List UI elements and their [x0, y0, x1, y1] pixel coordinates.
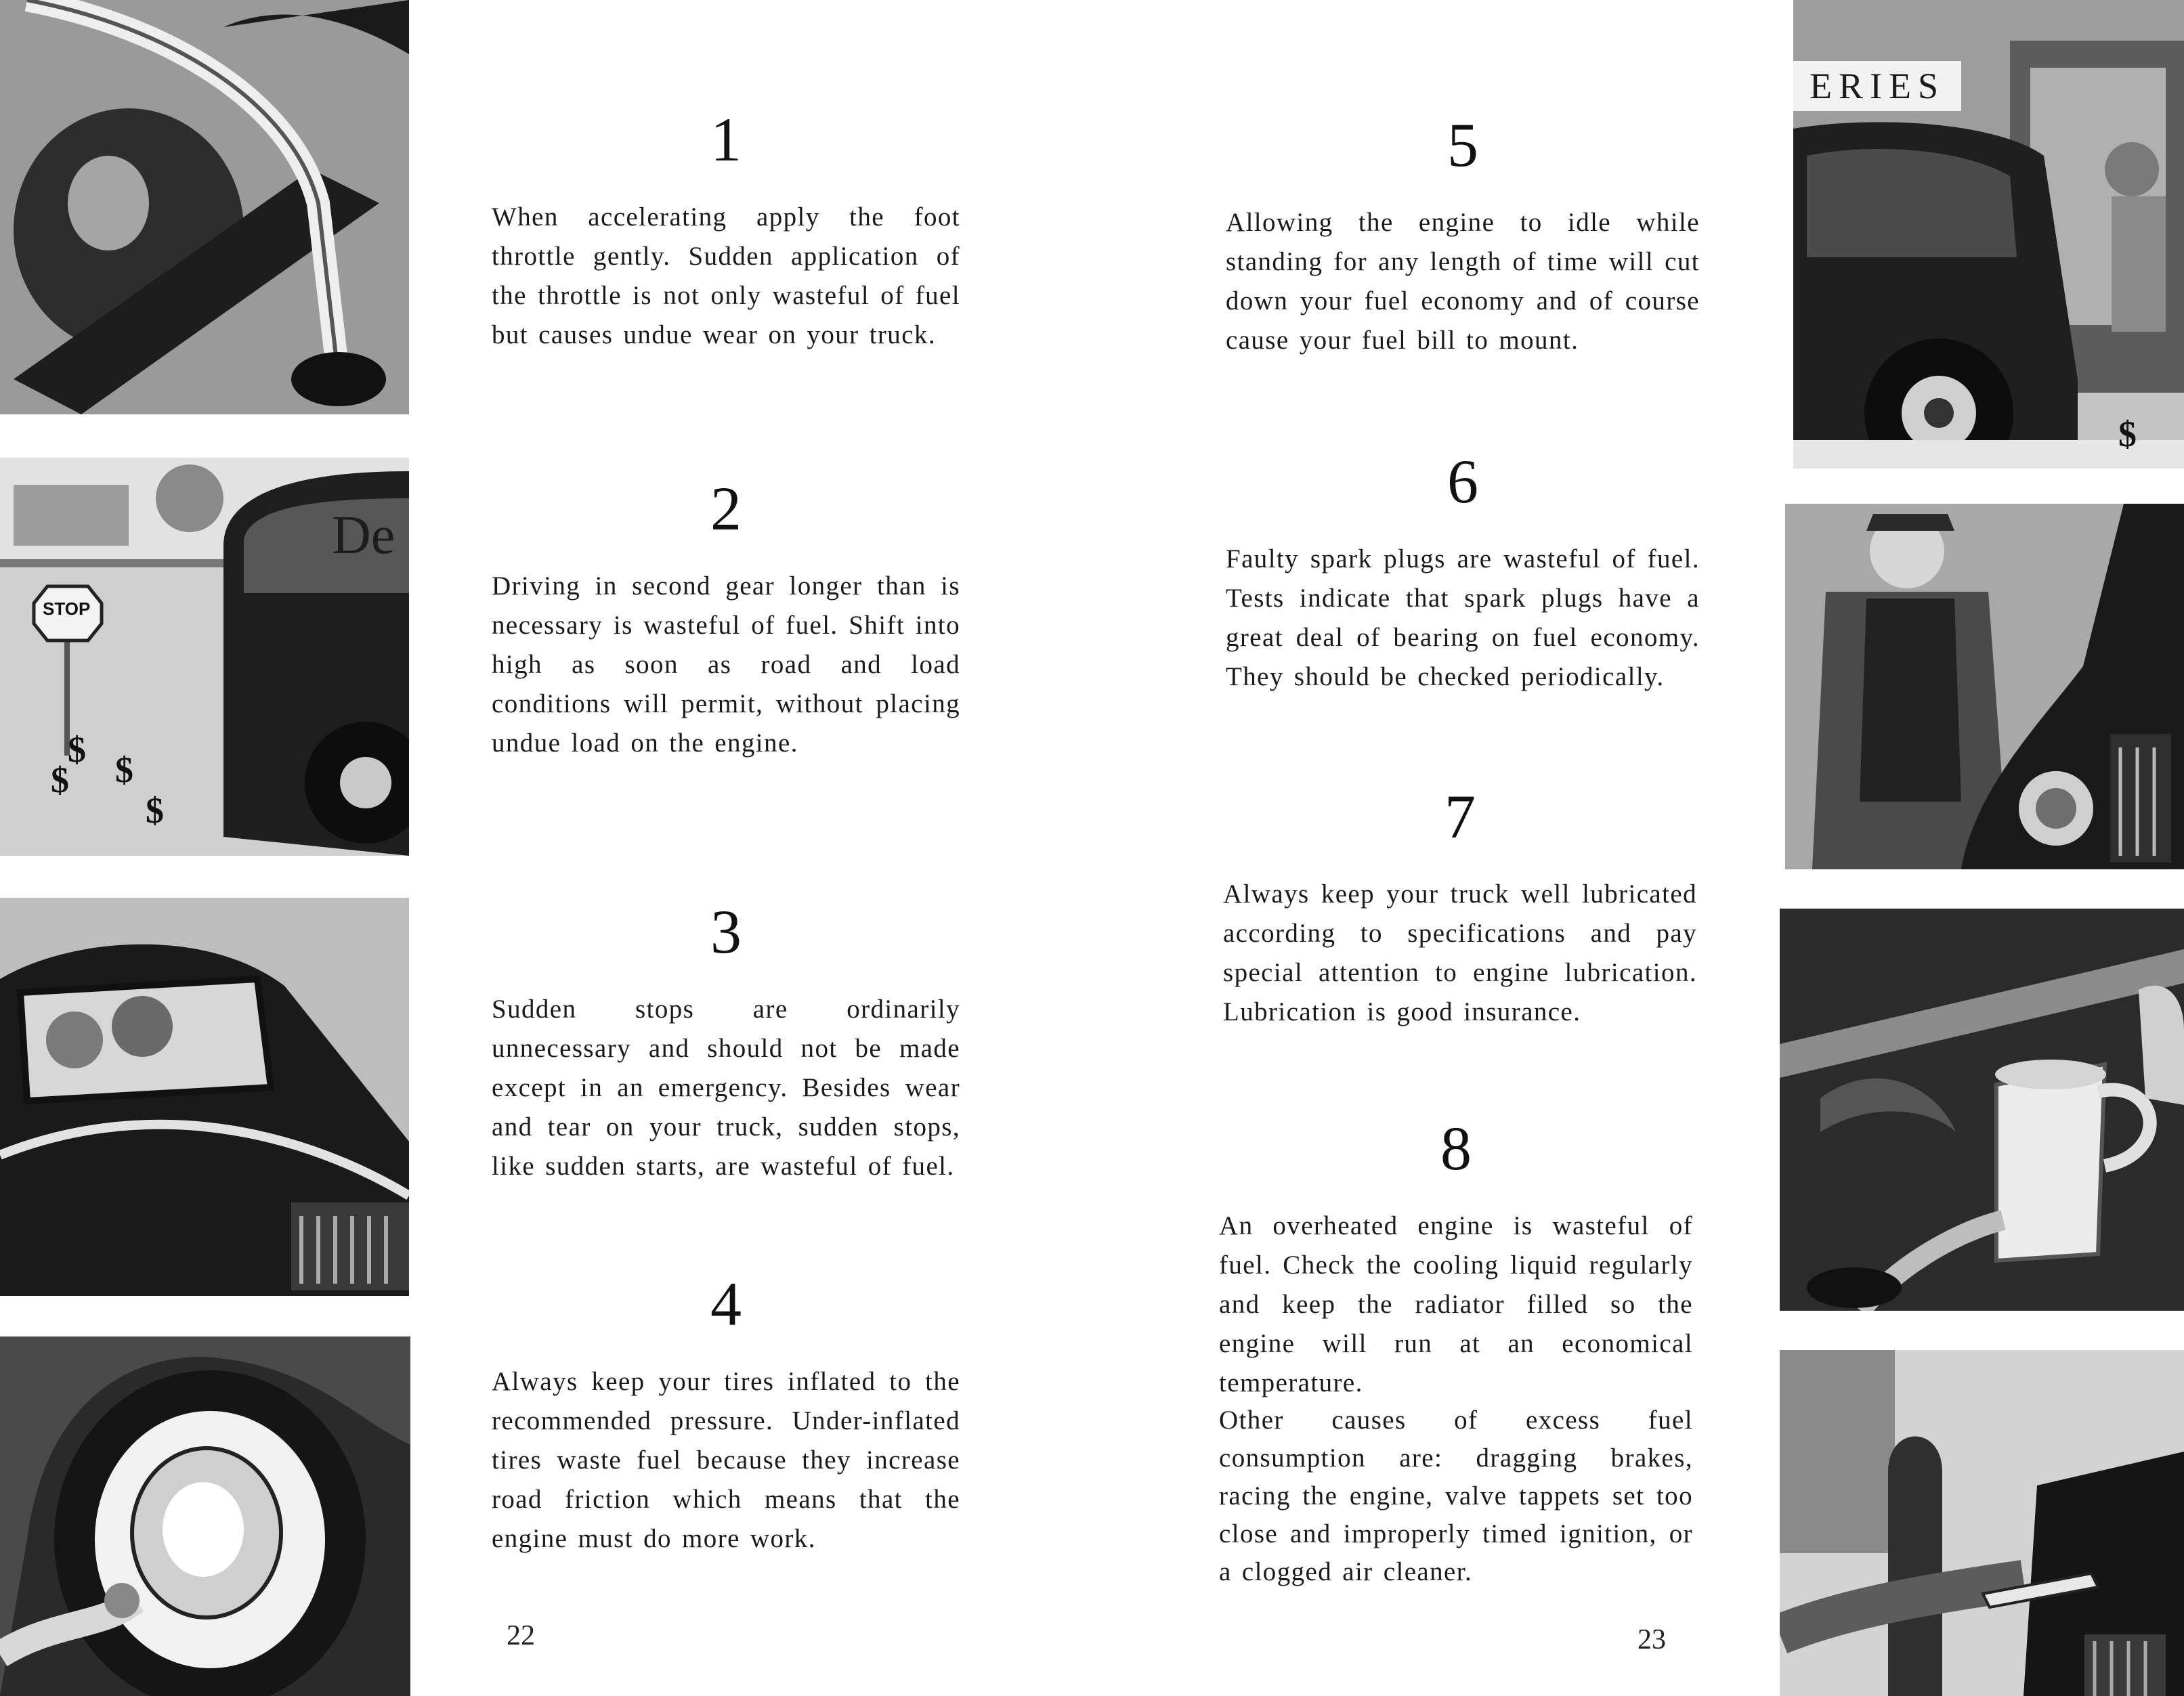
dollar-sign-4: $ [146, 790, 164, 831]
tip-text: Always keep your tires inflated to the recommended pressure. Under-inflated tires waste fuel because they increase road friction which means that the engine must do more work. [492, 1367, 960, 1553]
page-number-right: 23 [1637, 1624, 1666, 1655]
dollar-sign-5: $ [2118, 414, 2137, 454]
illustration-driver-sudden-stop [0, 898, 409, 1296]
tip-number: 3 [710, 897, 742, 966]
illustration-radiator-filling [1780, 1350, 2184, 1696]
tip-number: 6 [1447, 447, 1478, 516]
tip-8 [1219, 1114, 1693, 1403]
tip-3 [492, 897, 960, 1186]
grocery-store-sign: ERIES [1793, 61, 1961, 111]
tip-number: 2 [710, 474, 742, 543]
truck-side-lettering: De [332, 506, 395, 565]
illustration-mechanic-spark-plug [1785, 504, 2184, 869]
dollar-sign-1: $ [68, 729, 86, 770]
illustration-grocery-truck-idling [1793, 0, 2184, 469]
tip-7 [1223, 782, 1697, 1032]
tip-number: 4 [710, 1269, 742, 1339]
tip-number: 7 [1444, 782, 1476, 851]
tip-1 [492, 105, 960, 355]
tip-5 [1226, 110, 1700, 360]
tip-number: 1 [710, 105, 742, 174]
tip-text: Driving in second gear longer than is necessary is wasteful of fuel. Shift into high as soon as road and load conditions will permit, without placing undue load on the engine. [492, 571, 960, 758]
tip-text: When accelerating apply the foot throttle gently. Sudden application of the throttle is not only wasteful of fuel but causes undue wear on your truck. [492, 202, 960, 349]
dollar-sign-2: $ [115, 749, 133, 790]
tip-number: 8 [1440, 1114, 1472, 1183]
tip-text: An overheated engine is wasteful of fuel. Check the cooling liquid regularly and keep the radiator filled so the engine will run at an economical temperature. [1219, 1211, 1693, 1397]
illustration-truck-at-stop-sign [0, 458, 409, 856]
tip-text: Allowing the engine to idle while standing for any length of time will cut down your fuel economy and of course cause your fuel bill to mount. [1226, 208, 1700, 355]
tip-6 [1226, 447, 1700, 697]
tip-2 [492, 474, 960, 763]
stop-sign-label: STOP [43, 599, 91, 619]
dollar-sign-3: $ [51, 760, 69, 800]
tip-text: Faulty spark plugs are wasteful of fuel. Tests indicate that spark plugs have a great deal of bearing on fuel economy. They should be checked periodically. [1226, 544, 1700, 691]
illustration-throttle-pedal [0, 0, 409, 414]
illustration-tire-inflation [0, 1336, 410, 1696]
tip-number: 5 [1447, 110, 1478, 179]
tip-text: Always keep your truck well lubricated according to specifications and pay special attention to engine lubrication. Lubrication is good insurance. [1223, 879, 1697, 1026]
illustration-oil-can-lubrication [1780, 909, 2184, 1311]
closing-paragraph: Other causes of excess fuel consumption are: dragging brakes, racing the engine, valve tappets set too close and improperly timed ignition, or a clogged air cleaner. [1219, 1406, 1693, 1586]
tip-text: Sudden stops are ordinarily unnecessary and should not be made except in an emergency. Besides wear and tear on your truck, sudden stops, like sudden starts, are wasteful of fuel. [492, 995, 960, 1181]
tip-4 [492, 1269, 960, 1559]
page-number-left: 22 [507, 1620, 535, 1651]
